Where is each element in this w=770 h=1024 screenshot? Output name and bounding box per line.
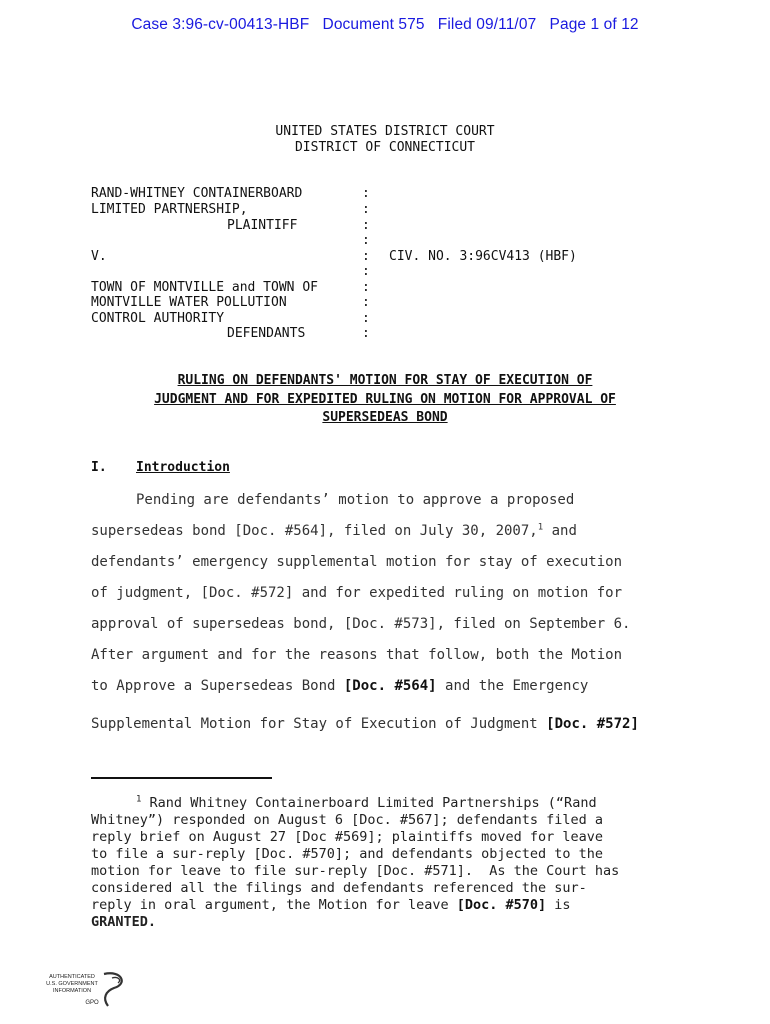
- caption-colon: :: [362, 264, 370, 279]
- ruling-title-line: JUDGMENT AND FOR EXPEDITED RULING ON MOTION FOR APPROVAL OF: [154, 391, 616, 407]
- filed-date: Filed 09/11/07: [437, 16, 537, 33]
- civil-number: CIV. NO. 3:96CV413 (HBF): [389, 249, 577, 264]
- body-line: approval of supersedeas bond, [Doc. #573], filed on September 6.: [91, 616, 631, 632]
- caption-colon: :: [362, 311, 370, 326]
- caption-colon: :: [362, 249, 370, 264]
- defendant-role: DEFENDANTS: [227, 326, 306, 341]
- footnote-line: reply in oral argument, the Motion for leave [Doc. #570] is: [91, 897, 571, 913]
- footnote-line: $^1$ Rand Whitney Containerboard Limited Partnerships (“Rand: [136, 794, 597, 811]
- footnote-line: Whitney”) responded on August 6 [Doc. #567]; defendants filed a: [91, 812, 604, 828]
- footnote-line: to file a sur-reply [Doc. #570]; and defendants objected to the: [91, 846, 604, 862]
- footnote-divider: [91, 777, 272, 779]
- section-heading: Introduction: [136, 460, 230, 475]
- doc-ref: [Doc. #572]: [546, 716, 639, 732]
- document-number: Document 575: [322, 16, 425, 33]
- section-number: I.: [91, 460, 107, 475]
- court-name: UNITED STATES DISTRICT COURT: [275, 124, 495, 139]
- ruling-title: [80, 372, 690, 428]
- gpo-text: AUTHENTICATED: [49, 974, 95, 980]
- gpo-authenticated-logo: [42, 970, 132, 1010]
- case-number: Case 3:96-cv-00413-HBF: [131, 16, 310, 33]
- body-line: Pending are defendants’ motion to approve a proposed: [136, 492, 575, 508]
- caption-colon: :: [362, 233, 370, 248]
- caption-colon: :: [362, 280, 370, 295]
- gpo-text: INFORMATION: [52, 988, 92, 994]
- defendant-line: CONTROL AUTHORITY: [91, 311, 225, 326]
- body-line: of judgment, [Doc. #572] and for expedited ruling on motion for: [91, 585, 623, 601]
- caption-colon: :: [362, 326, 370, 341]
- footnote-line: considered all the filings and defendants referenced the sur-: [91, 880, 587, 896]
- footnote-line: reply brief on August 27 [Doc #569]; plaintiffs moved for leave: [91, 829, 604, 845]
- court-district: DISTRICT OF CONNECTICUT: [294, 140, 475, 155]
- versus: V.: [91, 249, 107, 264]
- doc-ref: [Doc. #570]: [456, 897, 547, 913]
- caption-colon: :: [362, 295, 370, 310]
- plaintiff-line: RAND-WHITNEY CONTAINERBOARD: [91, 186, 303, 201]
- body-line: After argument and for the reasons that follow, both the Motion: [91, 647, 623, 663]
- gpo-text: U.S. GOVERNMENT: [46, 981, 98, 987]
- plaintiff-line: LIMITED PARTNERSHIP,: [91, 202, 248, 217]
- body-line: supersedeas bond [Doc. #564], filed on July 30, 2007,$^1$ and: [91, 522, 577, 539]
- defendant-line: TOWN OF MONTVILLE and TOWN OF: [91, 280, 318, 295]
- footnote-line: motion for leave to file sur-reply [Doc. #571]. As the Court has: [91, 863, 620, 879]
- defendant-line: MONTVILLE WATER POLLUTION: [91, 295, 287, 310]
- filing-header: [0, 16, 770, 34]
- body-line: to Approve a Supersedeas Bond [Doc. #564] and the Emergency: [91, 678, 589, 694]
- body-line: defendants’ emergency supplemental motion for stay of execution: [91, 554, 623, 570]
- gpo-text: GPO: [85, 1000, 99, 1006]
- caption-colon: :: [362, 218, 370, 233]
- ruling-title-line: RULING ON DEFENDANTS' MOTION FOR STAY OF EXECUTION OF: [177, 373, 593, 388]
- footnote-ref: 1: [537, 522, 544, 533]
- page-indicator: Page 1 of 12: [549, 16, 639, 33]
- caption-colon: :: [362, 202, 370, 217]
- plaintiff-role: PLAINTIFF: [227, 218, 298, 233]
- ruling-title-line: SUPERSEDEAS BOND: [322, 410, 448, 425]
- doc-ref: [Doc. #564]: [343, 678, 437, 694]
- footnote-mark: 1: [136, 794, 142, 805]
- eagle-icon: [112, 977, 120, 983]
- body-line: Supplemental Motion for Stay of Execution of Judgment [Doc. #572]: [91, 716, 639, 732]
- caption-colon: :: [362, 186, 370, 201]
- footnote-granted: GRANTED.: [91, 914, 157, 930]
